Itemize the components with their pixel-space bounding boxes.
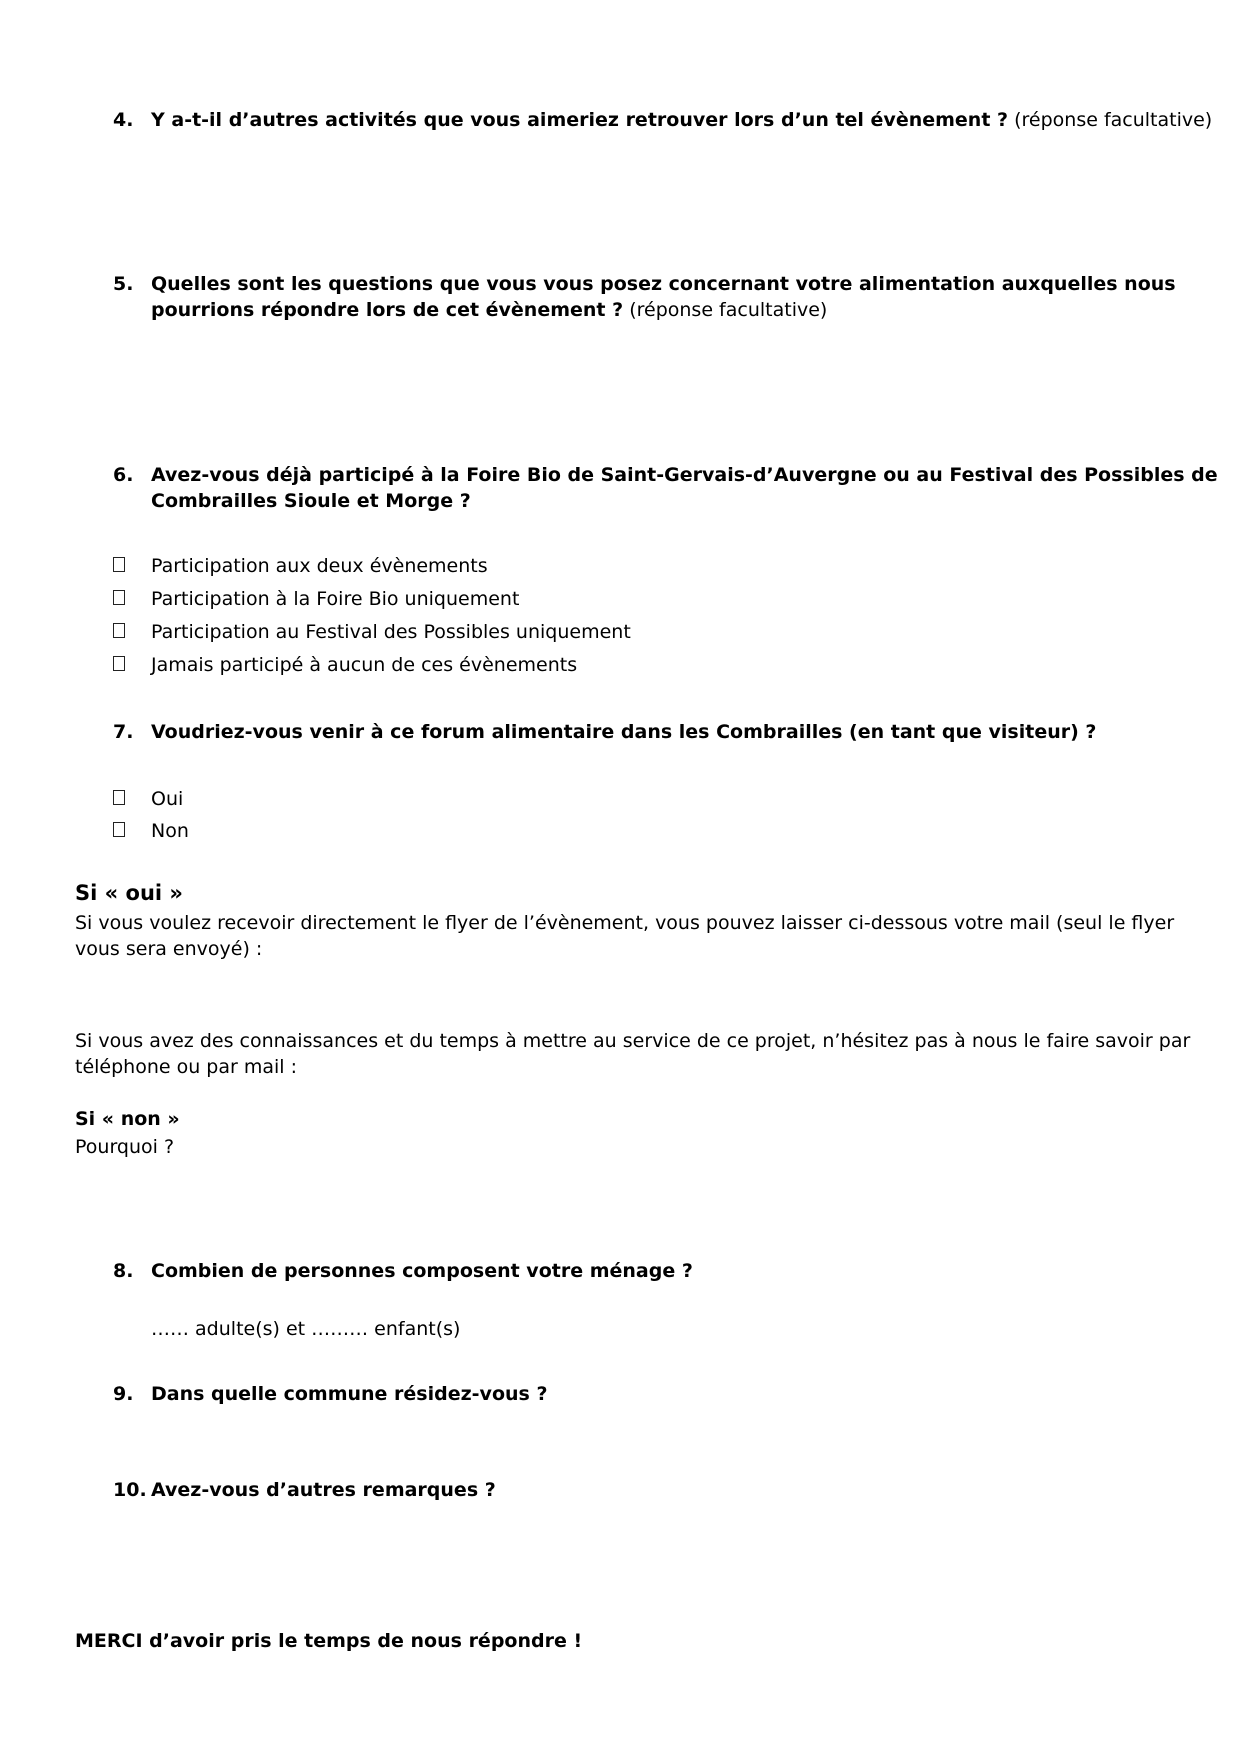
question-number: 10.: [113, 1479, 147, 1501]
question-note: (réponse facultative): [623, 299, 828, 321]
question-number: 7.: [113, 721, 134, 743]
flyer-text-line2: vous sera envoyé) :: [75, 938, 263, 960]
help-text-line1: Si vous avez des connaissances et du temps à mettre au service de ce projet, n’hésitez pas à nous le faire savoir par: [75, 1030, 1191, 1052]
question-text-line1: Quelles sont les questions que vous vous posez concernant votre alimentation auxquelles nous: [151, 273, 1176, 295]
if-no-why: Pourquoi ?: [75, 1136, 175, 1158]
checkbox[interactable]: [113, 822, 125, 837]
checkbox[interactable]: [113, 790, 125, 805]
option-label: Participation aux deux évènements: [151, 555, 488, 577]
q7-option-oui[interactable]: [113, 786, 413, 812]
question-5: [113, 271, 1176, 323]
q6-option-festival[interactable]: [113, 619, 813, 645]
checkbox[interactable]: [113, 590, 125, 605]
option-label: Participation au Festival des Possibles uniquement: [151, 621, 631, 643]
if-no-heading: Si « non »: [75, 1108, 180, 1130]
if-yes-help-text: [75, 1028, 1191, 1080]
question-6: [113, 462, 1218, 514]
question-number: 8.: [113, 1260, 134, 1282]
question-text-line2: Combrailles Sioule et Morge ?: [151, 490, 471, 512]
question-10: [113, 1477, 1173, 1503]
question-4: [113, 107, 1213, 133]
checkbox[interactable]: [113, 623, 125, 638]
help-text-line2: téléphone ou par mail :: [75, 1056, 298, 1078]
question-number: 5.: [113, 273, 134, 295]
question-number: 9.: [113, 1383, 134, 1405]
question-text-line2: pourrions répondre lors de cet évènement ?: [151, 299, 624, 321]
question-text: Voudriez-vous venir à ce forum alimentaire dans les Combrailles (en tant que visiteur) ?: [151, 721, 1097, 743]
household-answer-field[interactable]: …… adulte(s) et ……… enfant(s): [151, 1318, 461, 1340]
question-text-line1: Avez-vous déjà participé à la Foire Bio de Saint-Gervais-d’Auvergne ou au Festival des Possibles de: [151, 464, 1218, 486]
question-7: [113, 719, 1173, 745]
question-text: Combien de personnes composent votre ménage ?: [151, 1260, 693, 1282]
if-yes-heading: Si « oui »: [75, 881, 183, 905]
checkbox[interactable]: [113, 656, 125, 671]
option-label: Participation à la Foire Bio uniquement: [151, 588, 520, 610]
question-text: Avez-vous d’autres remarques ?: [151, 1479, 496, 1501]
q6-option-never[interactable]: [113, 652, 813, 678]
question-text: Dans quelle commune résidez-vous ?: [151, 1383, 548, 1405]
if-yes-flyer-text: [75, 910, 1175, 962]
question-number: 4.: [113, 109, 134, 131]
checkbox[interactable]: [113, 557, 125, 572]
option-label: Jamais participé à aucun de ces évènements: [151, 654, 578, 676]
option-label: Non: [151, 820, 189, 842]
question-note: (réponse facultative): [1008, 109, 1213, 131]
question-8: [113, 1258, 1173, 1284]
q6-option-foire-bio[interactable]: [113, 586, 813, 612]
q7-option-non[interactable]: [113, 818, 413, 844]
question-number: 6.: [113, 464, 134, 486]
flyer-text-line1: Si vous voulez recevoir directement le flyer de l’évènement, vous pouvez laisser ci-dessous votre mail (seul le flyer: [75, 912, 1175, 934]
closing-thanks: MERCI d’avoir pris le temps de nous répondre !: [75, 1630, 583, 1652]
q6-option-both[interactable]: [113, 553, 813, 579]
option-label: Oui: [151, 788, 184, 810]
question-9: [113, 1381, 1173, 1407]
question-text: Y a-t-il d’autres activités que vous aimeriez retrouver lors d’un tel évènement ?: [151, 109, 1009, 131]
